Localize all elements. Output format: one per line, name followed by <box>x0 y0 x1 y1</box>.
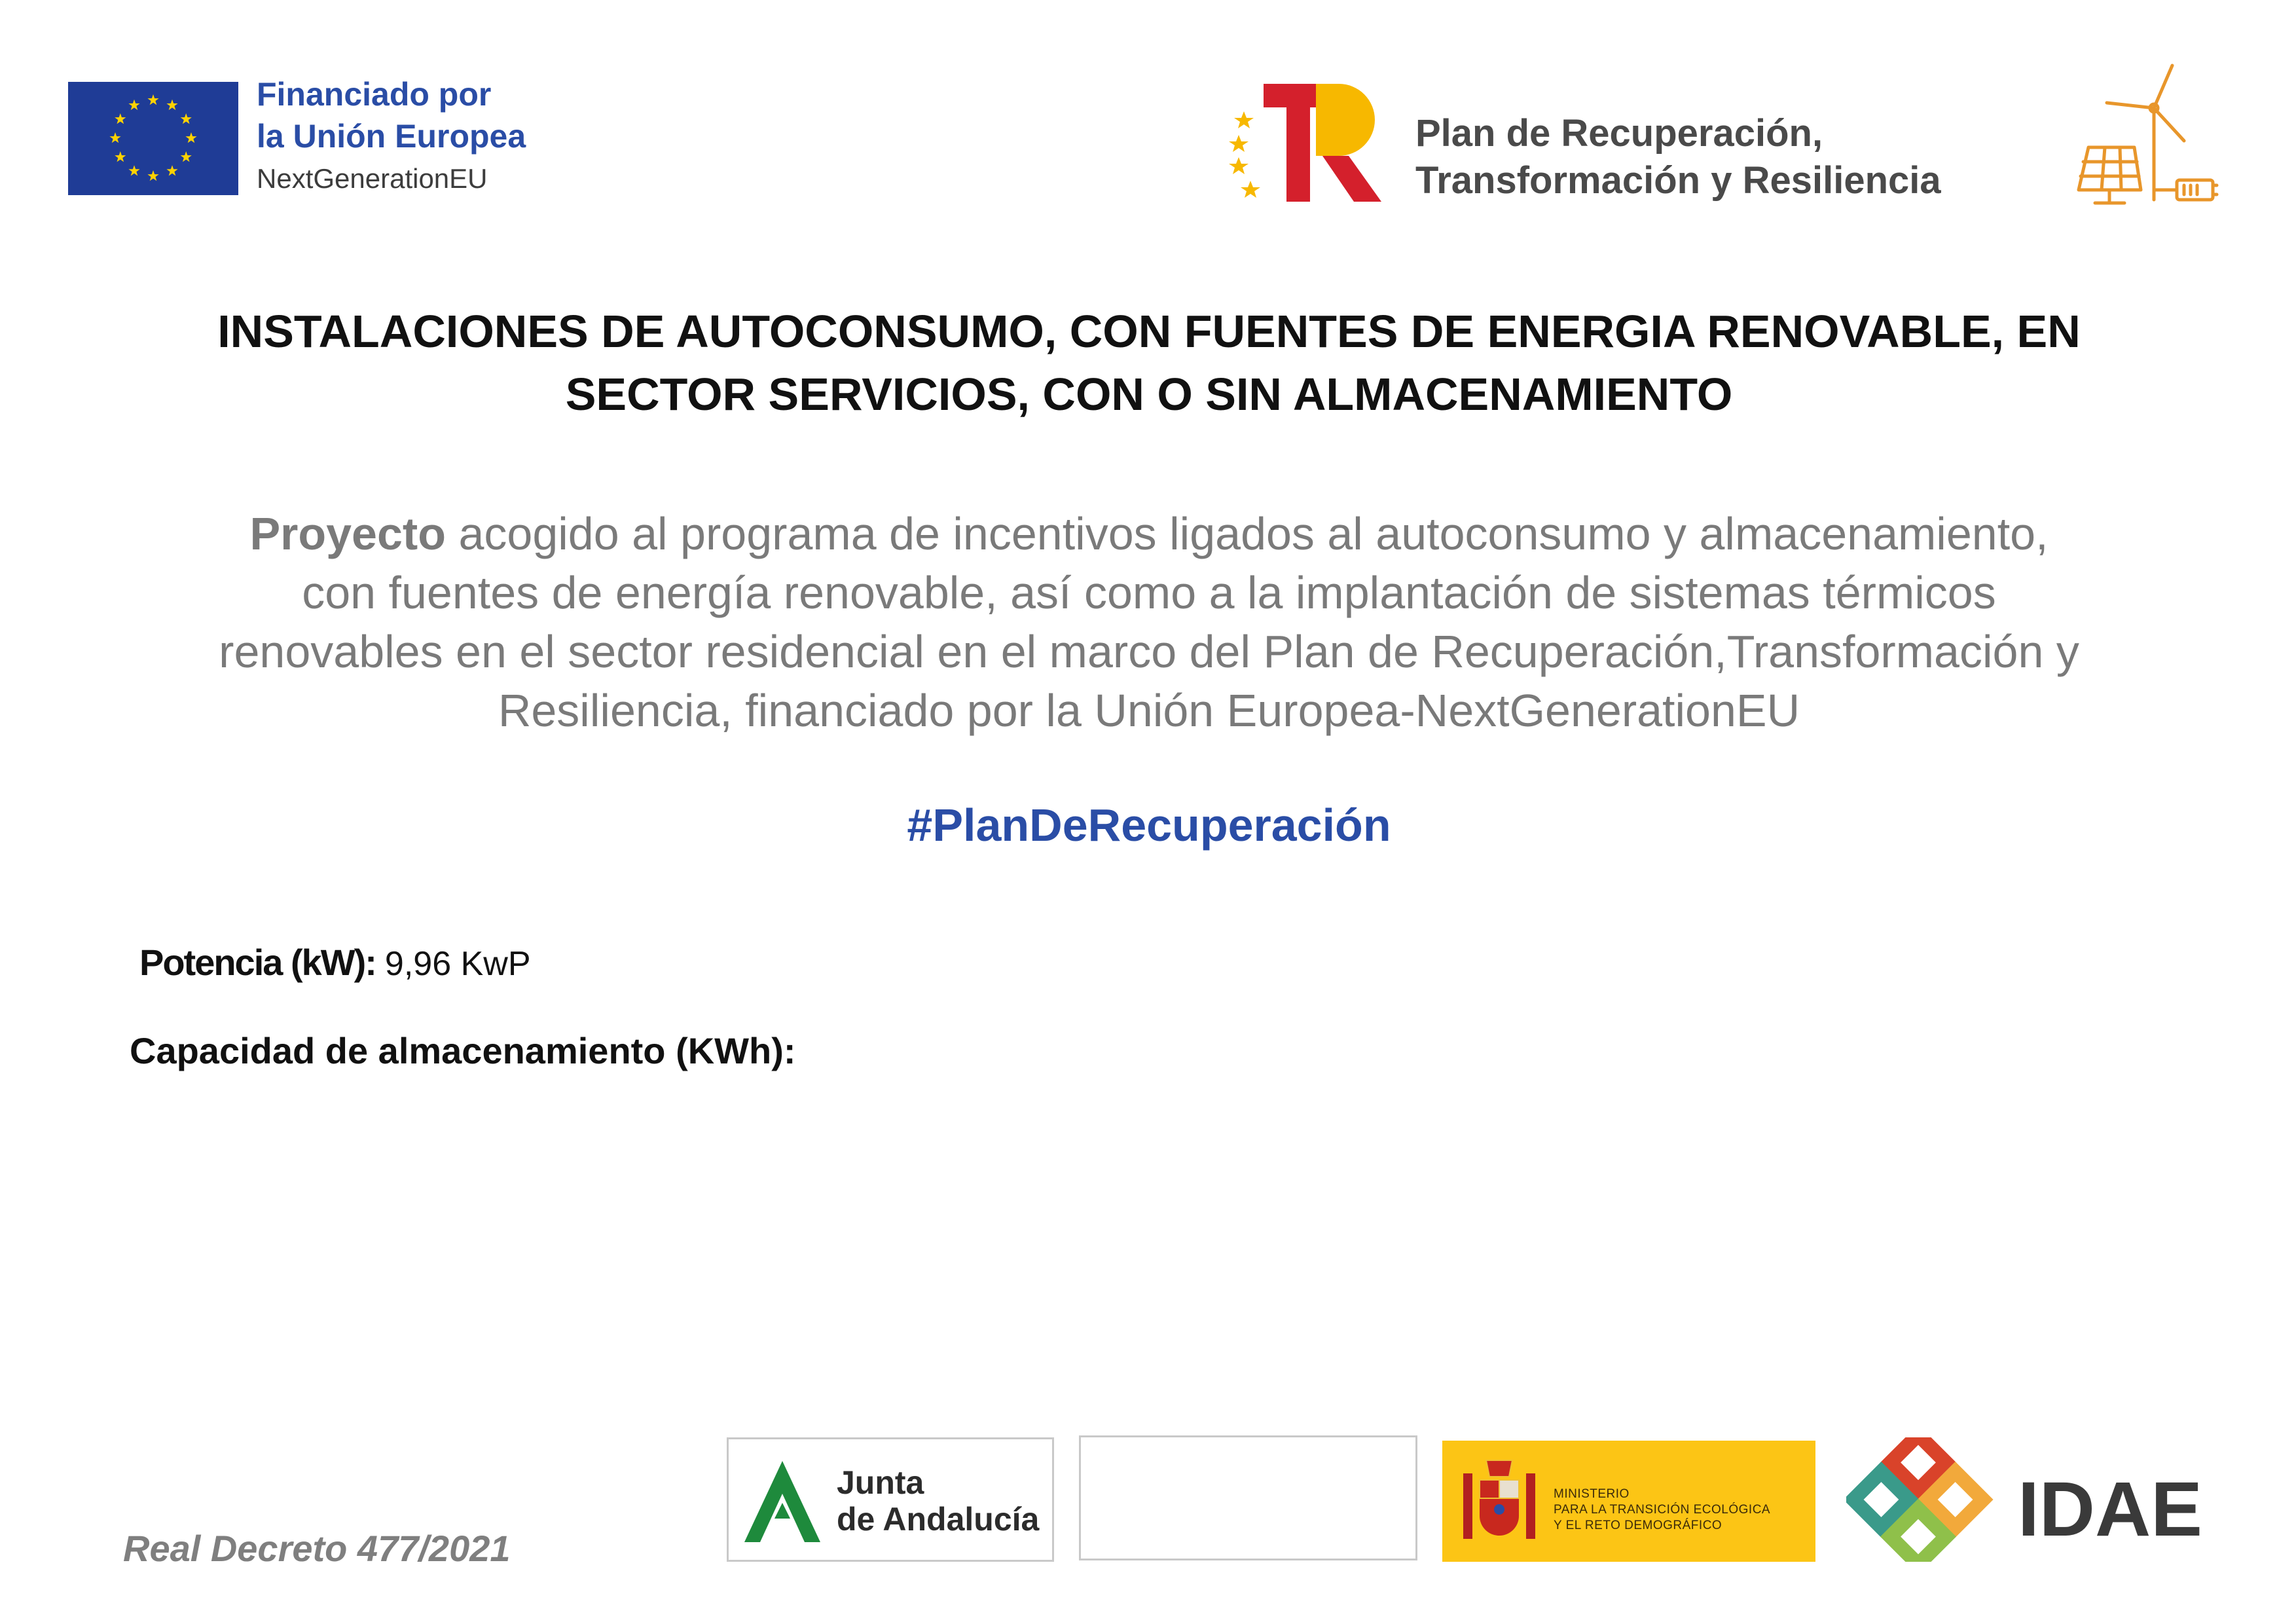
power-label: Potencia (kW): <box>139 942 376 983</box>
project-description <box>118 504 2180 740</box>
ministry-logo <box>1442 1441 1815 1562</box>
ministry-line-3: Y EL RETO DEMOGRÁFICO <box>1554 1519 1722 1532</box>
document-title <box>118 300 2180 426</box>
prtr-mark-icon <box>1224 77 1385 205</box>
title-line-1: INSTALACIONES DE AUTOCONSUMO, CON FUENTES DE ENERGIA RENOVABLE, EN <box>217 306 2081 357</box>
coat-of-arms-icon <box>1457 1454 1542 1552</box>
eu-star <box>181 113 192 124</box>
ministry-text <box>1554 1486 1770 1534</box>
empty-logo-box <box>1079 1435 1417 1560</box>
prtr-text <box>1415 110 1941 204</box>
eu-star <box>115 151 126 162</box>
prtr-logo <box>1224 77 1385 205</box>
eu-star <box>185 132 196 143</box>
renewable-energy-icon <box>2069 62 2219 210</box>
storage-field <box>130 1028 796 1074</box>
idae-mark-icon <box>1846 1437 2226 1562</box>
power-field <box>139 940 531 987</box>
ministry-line-2: PARA LA TRANSICIÓN ECOLÓGICA <box>1554 1503 1771 1517</box>
decree-reference: Real Decreto 477/2021 <box>123 1528 511 1569</box>
description-line-1 <box>118 504 2180 563</box>
eu-flag <box>68 82 238 195</box>
eu-star <box>181 151 192 162</box>
eu-stars-icon <box>68 82 238 195</box>
eu-star <box>147 94 158 105</box>
junta-mark-icon <box>737 1456 828 1547</box>
eu-line-2: la Unión Europea <box>257 118 526 155</box>
hashtag: #PlanDeRecuperación <box>907 800 1391 851</box>
eu-star <box>115 113 126 124</box>
title-line-2: SECTOR SERVICIOS, CON O SIN ALMACENAMIENTO <box>565 369 1733 420</box>
junta-text <box>837 1464 1039 1538</box>
idae-wordmark: IDAE <box>2018 1466 2202 1553</box>
eu-star <box>166 165 177 175</box>
eu-star <box>147 170 158 181</box>
prtr-line-1: Plan de Recuperación, <box>1415 112 1823 155</box>
junta-line-2: de Andalucía <box>837 1501 1040 1538</box>
storage-label: Capacidad de almacenamiento (KWh): <box>130 1030 796 1071</box>
description-line-4: Resiliencia, financiado por la Unión Europea-NextGenerationEU <box>498 685 1800 736</box>
junta-line-1: Junta <box>837 1464 924 1501</box>
eu-line-3: NextGenerationEU <box>257 163 488 194</box>
eu-star <box>128 165 139 175</box>
description-line-2: con fuentes de energía renovable, así como a la implantación de sistemas térmicos <box>302 567 1996 618</box>
description-line-1-text: acogido al programa de incentivos ligados al autoconsumo y almacenamiento, <box>458 508 2049 559</box>
prtr-line-2: Transformación y Resiliencia <box>1415 159 1941 202</box>
junta-andalucia-logo <box>727 1437 1054 1562</box>
eu-star <box>166 100 177 110</box>
description-lead: Proyecto <box>249 508 446 559</box>
power-value: 9,96 KwP <box>384 945 531 983</box>
ministry-line-1: MINISTERIO <box>1554 1487 1630 1501</box>
description-line-3: renovables en el sector residencial en el marco del Plan de Recuperación,Transformación y <box>219 626 2079 677</box>
eu-funding-text <box>257 73 526 200</box>
idae-logo <box>1846 1437 2226 1562</box>
eu-star <box>128 100 139 110</box>
eu-line-1: Financiado por <box>257 76 492 113</box>
eu-star <box>109 132 120 143</box>
